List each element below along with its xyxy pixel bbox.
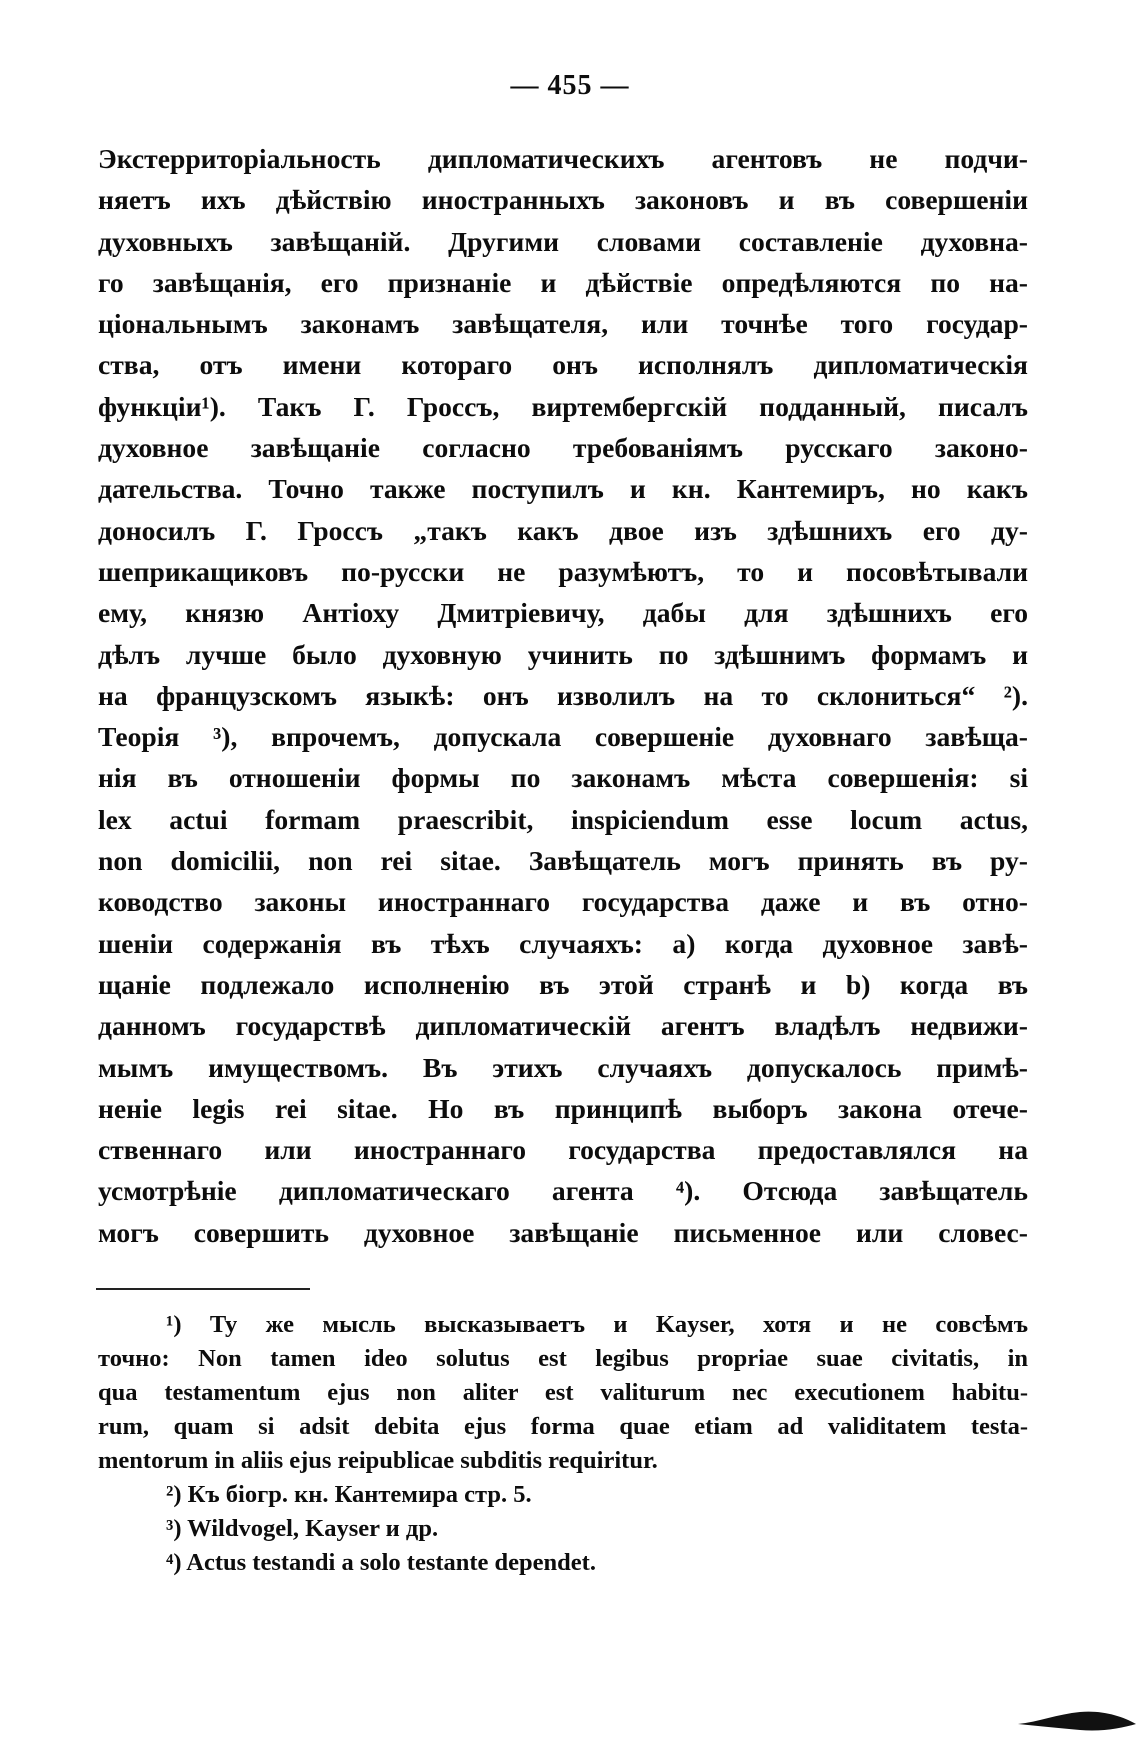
text-line: духовное завѣщаніе согласно требованіямъ русскаго законо- xyxy=(98,432,1028,464)
text-line: дѣлъ лучше было духовную учинить по здѣшнимъ формамъ и xyxy=(98,638,1028,670)
text-line: lex actui formam praescribit, inspiciendum esse locum actus, xyxy=(98,803,1028,835)
footnote-1-line: точно: Non tamen ideo solutus est legibus propriae suae civitatis, in xyxy=(98,1345,1028,1372)
text-line: дательства. Точно также поступилъ и кн. Кантемиръ, но какъ xyxy=(98,473,1028,505)
page-corner-ornament xyxy=(1018,1708,1136,1734)
text-line: шеприкащиковъ по-русски не разумѣютъ, то и посовѣтывали xyxy=(98,555,1028,587)
text-line: ства, отъ имени котораго онъ исполнялъ дипломатическія xyxy=(98,349,1028,381)
footnotes xyxy=(98,1308,1028,1580)
text-line: духовныхъ завѣщаній. Другими словами составленіе духовна- xyxy=(98,225,1028,257)
footnote-4: ⁴) Actus testandi a solo testante dependet. xyxy=(166,1549,596,1576)
text-line: функціи¹). Такъ Г. Гроссъ, виртембергскій подданный, писалъ xyxy=(98,390,1028,422)
text-line: ціональнымъ законамъ завѣщателя, или точнѣе того государ- xyxy=(98,308,1028,340)
footnote-1-line: ¹) Ту же мысль высказываетъ и Kayser, хотя и не совсѣмъ xyxy=(166,1311,1028,1338)
text-line: усмотрѣніе дипломатическаго агента ⁴). Отсюда завѣщатель xyxy=(98,1175,1028,1207)
text-line: неніе legis rei sitae. Но въ принципѣ выборъ закона отече- xyxy=(98,1092,1028,1124)
text-line: данномъ государствѣ дипломатическій агентъ владѣлъ недвижи- xyxy=(98,1010,1028,1042)
text-line: шеніи содержанія въ тѣхъ случаяхъ: a) когда духовное завѣ- xyxy=(98,927,1028,959)
text-line: няетъ ихъ дѣйствію иностранныхъ законовъ и въ совершеніи xyxy=(98,184,1028,216)
page-number: — 455 — xyxy=(510,70,630,101)
text-line: ственнаго или иностраннаго государства предоставлялся на xyxy=(98,1134,1028,1166)
text-line: ему, князю Антіоху Дмитріевичу, дабы для здѣшнихъ его xyxy=(98,597,1028,629)
text-line: ководство законы иностраннаго государства даже и въ отно- xyxy=(98,886,1028,918)
text-line: го завѣщанія, его признаніе и дѣйствіе опредѣляются по на- xyxy=(98,266,1028,298)
footnote-divider xyxy=(96,1288,310,1290)
main-text xyxy=(98,138,1028,1253)
text-line: Экстерриторіальность дипломатическихъ агентовъ не подчи- xyxy=(98,143,1028,174)
text-line: могъ совершить духовное завѣщаніе письменное или словес- xyxy=(98,1216,1028,1248)
text-line: нія въ отношеніи формы по законамъ мѣста совершенія: si xyxy=(98,762,1028,794)
text-line: щаніе подлежало исполненію въ этой странѣ и b) когда въ xyxy=(98,968,1028,1000)
text-line: non domicilii, non rei sitae. Завѣщатель могъ принять въ ру- xyxy=(98,845,1028,877)
text-line: на французскомъ языкѣ: онъ изволилъ на то склониться“ ²). xyxy=(98,679,1028,711)
footnote-1-line: rum, quam si adsit debita ejus forma quae etiam ad validitatem testa- xyxy=(98,1413,1028,1440)
footnote-1-line: qua testamentum ejus non aliter est valiturum nec executionem habitu- xyxy=(98,1379,1028,1406)
footnote-3: ³) Wildvogel, Kayser и др. xyxy=(166,1515,439,1542)
footnote-2: ²) Къ біогр. кн. Кантемира стр. 5. xyxy=(166,1481,532,1508)
text-line: Теорія ³), впрочемъ, допускала совершеніе духовнаго завѣща- xyxy=(98,721,1028,753)
text-line: мымъ имуществомъ. Въ этихъ случаяхъ допускалось примѣ- xyxy=(98,1051,1028,1083)
text-line: доносилъ Г. Гроссъ „такъ какъ двое изъ здѣшнихъ его ду- xyxy=(98,514,1028,546)
footnote-1-line: mentorum in aliis ejus reipublicae subditis requiritur. xyxy=(98,1447,658,1474)
